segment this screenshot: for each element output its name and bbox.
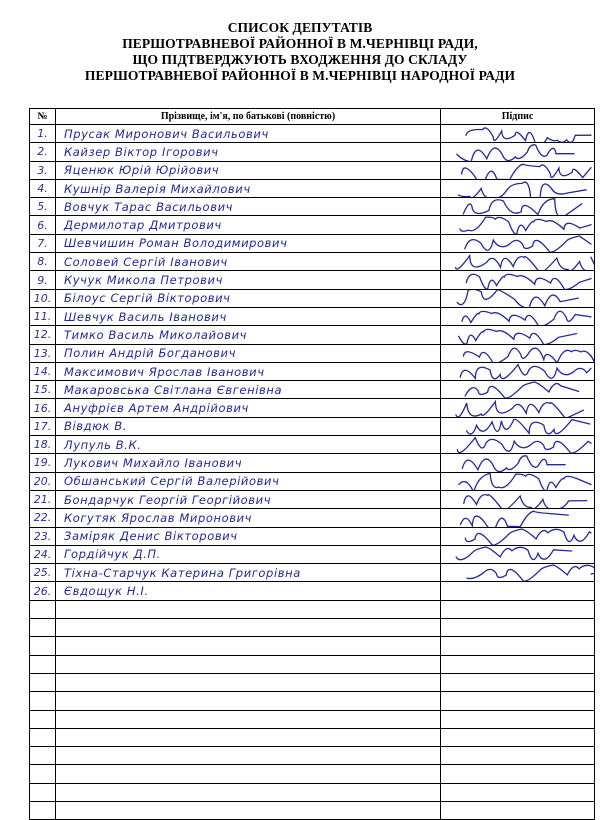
row-number <box>30 765 56 783</box>
signature-cell <box>441 198 595 216</box>
row-number <box>30 637 56 655</box>
row-number <box>30 655 56 673</box>
row-number: 13. <box>30 344 56 362</box>
deputy-name: Вовчук Тарас Васильович <box>56 198 441 216</box>
deputy-name: Шевчишин Роман Володимирович <box>56 234 441 252</box>
deputy-name: Прусак Миронович Васильович <box>56 125 441 143</box>
signature-cell <box>441 545 595 563</box>
signature-cell <box>441 527 595 545</box>
row-number: 14. <box>30 362 56 380</box>
row-number <box>30 673 56 691</box>
signature-cell <box>441 472 595 490</box>
row-number: 25. <box>30 564 56 582</box>
deputy-name <box>56 801 441 819</box>
deputy-name: Обшанський Сергій Валерійович <box>56 472 441 490</box>
deputy-name: Лукович Михайло Іванович <box>56 454 441 472</box>
signature-cell <box>441 381 595 399</box>
row-number: 7. <box>30 234 56 252</box>
handwritten-signature <box>441 381 595 399</box>
signature-cell <box>441 326 595 344</box>
table-row <box>30 289 595 307</box>
handwritten-signature <box>441 362 595 380</box>
table-row <box>30 143 595 161</box>
row-number: 16. <box>30 399 56 417</box>
row-number: 8. <box>30 253 56 271</box>
deputy-name: Бондарчук Георгій Георгійович <box>56 490 441 508</box>
signature-cell <box>441 253 595 271</box>
table-row <box>30 179 595 197</box>
header-number: № <box>30 109 56 125</box>
row-number: 17. <box>30 417 56 435</box>
handwritten-signature <box>441 125 595 143</box>
deputy-name: Ануфрієв Артем Андрійович <box>56 399 441 417</box>
document-title <box>0 20 600 84</box>
signature-cell <box>441 673 595 691</box>
signature-cell <box>441 362 595 380</box>
row-number <box>30 692 56 710</box>
row-number <box>30 747 56 765</box>
deputy-name: Вівдюк В. <box>56 417 441 435</box>
deputies-table <box>29 108 595 820</box>
table-row <box>30 600 595 618</box>
row-number: 1. <box>30 125 56 143</box>
row-number: 10. <box>30 289 56 307</box>
table-row <box>30 234 595 252</box>
deputy-name: Когутяк Ярослав Миронович <box>56 509 441 527</box>
table-row <box>30 161 595 179</box>
table-row <box>30 655 595 673</box>
signature-cell <box>441 234 595 252</box>
signature-cell <box>441 454 595 472</box>
signature-cell <box>441 747 595 765</box>
signature-cell <box>441 728 595 746</box>
signature-cell <box>441 289 595 307</box>
signature-cell <box>441 765 595 783</box>
row-number: 9. <box>30 271 56 289</box>
signature-cell <box>441 436 595 454</box>
deputy-name: Кушнір Валерія Михайлович <box>56 179 441 197</box>
signature-cell <box>441 637 595 655</box>
signature-cell <box>441 344 595 362</box>
deputy-name: Яценюк Юрій Юрійович <box>56 161 441 179</box>
row-number: 11. <box>30 307 56 325</box>
deputy-name <box>56 655 441 673</box>
table-row <box>30 527 595 545</box>
title-line-2: ПЕРШОТРАВНЕВОЇ РАЙОННОЇ В М.ЧЕРНІВЦІ РАДИ, <box>122 36 478 51</box>
deputy-name: Кайзер Віктор Ігорович <box>56 143 441 161</box>
deputy-name: Соловей Сергій Іванович <box>56 253 441 271</box>
table-row <box>30 253 595 271</box>
row-number: 15. <box>30 381 56 399</box>
signature-cell <box>441 564 595 582</box>
handwritten-signature <box>441 344 595 362</box>
handwritten-signature <box>441 545 595 563</box>
signature-cell <box>441 783 595 801</box>
table-row <box>30 509 595 527</box>
table-row <box>30 765 595 783</box>
signature-cell <box>441 509 595 527</box>
row-number: 26. <box>30 582 56 600</box>
table-row <box>30 271 595 289</box>
deputy-name <box>56 765 441 783</box>
table-row <box>30 747 595 765</box>
table-row <box>30 490 595 508</box>
deputy-name: Гордійчук Д.П. <box>56 545 441 563</box>
table-row <box>30 362 595 380</box>
signature-cell <box>441 692 595 710</box>
deputy-name: Тимко Василь Миколайович <box>56 326 441 344</box>
signature-cell <box>441 801 595 819</box>
deputy-name: Кучук Микола Петрович <box>56 271 441 289</box>
table-row <box>30 344 595 362</box>
row-number: 23. <box>30 527 56 545</box>
row-number: 24. <box>30 545 56 563</box>
table-body <box>30 125 595 820</box>
table-row <box>30 619 595 637</box>
deputy-name <box>56 747 441 765</box>
signature-cell <box>441 125 595 143</box>
table-row <box>30 692 595 710</box>
row-number <box>30 710 56 728</box>
deputy-name <box>56 783 441 801</box>
row-number: 18. <box>30 436 56 454</box>
header-name: Прізвище, ім'я, по батькові (повністю) <box>56 109 441 125</box>
handwritten-signature <box>441 326 595 344</box>
signature-cell <box>441 619 595 637</box>
table-row <box>30 710 595 728</box>
deputy-name <box>56 692 441 710</box>
row-number: 6. <box>30 216 56 234</box>
signature-cell <box>441 143 595 161</box>
handwritten-signature <box>441 216 595 234</box>
handwritten-signature <box>441 472 595 490</box>
handwritten-signature <box>441 527 595 545</box>
table-row <box>30 198 595 216</box>
handwritten-signature <box>441 289 595 307</box>
deputy-name <box>56 619 441 637</box>
title-line-1: СПИСОК ДЕПУТАТІВ <box>227 20 373 35</box>
table-row <box>30 436 595 454</box>
signature-cell <box>441 179 595 197</box>
deputy-name: Євдощук Н.І. <box>56 582 441 600</box>
row-number <box>30 801 56 819</box>
deputy-name: Лупуль В.К. <box>56 436 441 454</box>
handwritten-signature <box>441 307 595 325</box>
handwritten-signature <box>441 143 595 161</box>
deputy-name: Тіхна-Старчук Катерина Григорівна <box>56 564 441 582</box>
handwritten-signature <box>441 436 595 454</box>
table-row <box>30 381 595 399</box>
deputy-name: Макаровська Світлана Євгенівна <box>56 381 441 399</box>
deputy-name <box>56 710 441 728</box>
signature-cell <box>441 307 595 325</box>
row-number: 12. <box>30 326 56 344</box>
row-number: 22. <box>30 509 56 527</box>
row-number: 21. <box>30 490 56 508</box>
row-number <box>30 728 56 746</box>
table-row <box>30 125 595 143</box>
handwritten-signature <box>441 564 595 582</box>
table-row <box>30 637 595 655</box>
table-row <box>30 564 595 582</box>
table-header-row <box>30 109 595 125</box>
signature-cell <box>441 271 595 289</box>
row-number: 3. <box>30 161 56 179</box>
row-number: 5. <box>30 198 56 216</box>
handwritten-signature <box>441 271 595 289</box>
title-line-3: ЩО ПІДТВЕРДЖУЮТЬ ВХОДЖЕННЯ ДО СКЛАДУ <box>132 52 468 67</box>
deputy-name: Максимович Ярослав Іванович <box>56 362 441 380</box>
deputy-name <box>56 673 441 691</box>
handwritten-signature <box>441 454 595 472</box>
signature-cell <box>441 161 595 179</box>
deputy-name: Заміряк Денис Вікторович <box>56 527 441 545</box>
row-number: 20. <box>30 472 56 490</box>
table-row <box>30 582 595 600</box>
table-row <box>30 307 595 325</box>
handwritten-signature <box>441 253 595 271</box>
handwritten-signature <box>441 417 595 435</box>
row-number <box>30 600 56 618</box>
signature-cell <box>441 710 595 728</box>
signature-cell <box>441 216 595 234</box>
table-row <box>30 216 595 234</box>
table-row <box>30 783 595 801</box>
handwritten-signature <box>441 490 595 508</box>
table-row <box>30 326 595 344</box>
deputy-name <box>56 637 441 655</box>
table-row <box>30 472 595 490</box>
table-row <box>30 673 595 691</box>
table-row <box>30 454 595 472</box>
handwritten-signature <box>441 179 595 197</box>
table-row <box>30 399 595 417</box>
header-signature: Підпис <box>441 109 595 125</box>
signature-cell <box>441 655 595 673</box>
signature-cell <box>441 399 595 417</box>
handwritten-signature <box>441 161 595 179</box>
deputy-name: Полин Андрій Богданович <box>56 344 441 362</box>
signature-cell <box>441 600 595 618</box>
deputy-name <box>56 728 441 746</box>
row-number: 4. <box>30 179 56 197</box>
handwritten-signature <box>441 234 595 252</box>
deputy-name: Шевчук Василь Іванович <box>56 307 441 325</box>
deputy-name <box>56 600 441 618</box>
row-number <box>30 783 56 801</box>
handwritten-signature <box>441 399 595 417</box>
row-number: 19. <box>30 454 56 472</box>
signature-cell <box>441 490 595 508</box>
deputy-name: Білоус Сергій Вікторович <box>56 289 441 307</box>
table-row <box>30 728 595 746</box>
row-number: 2. <box>30 143 56 161</box>
signature-cell <box>441 582 595 600</box>
title-line-4: ПЕРШОТРАВНЕВОЇ РАЙОННОЇ В М.ЧЕРНІВЦІ НАРОДНОЇ РАДИ <box>84 68 516 83</box>
deputy-name: Дермилотар Дмитрович <box>56 216 441 234</box>
table-row <box>30 417 595 435</box>
handwritten-signature <box>441 198 595 216</box>
table-row <box>30 545 595 563</box>
handwritten-signature <box>441 509 595 527</box>
row-number <box>30 619 56 637</box>
table-row <box>30 801 595 819</box>
signature-cell <box>441 417 595 435</box>
